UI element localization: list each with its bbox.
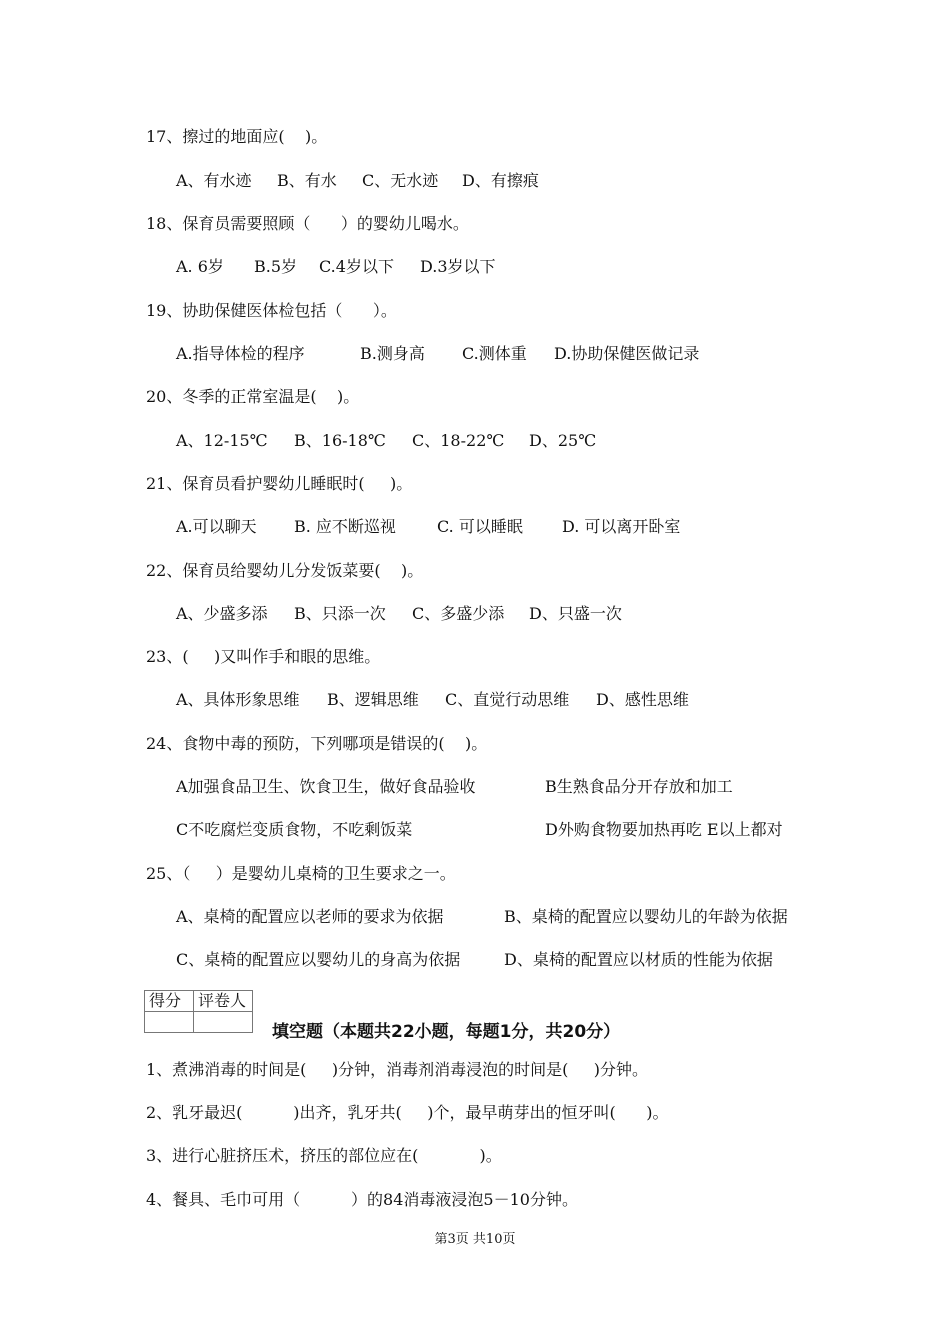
- question-19: 19、协助保健医体检包括（ ）。: [146, 301, 397, 320]
- q21-option-b: B. 应不断巡视: [294, 517, 396, 536]
- q24-option-a: A加强食品卫生、饮食卫生，做好食品验收: [176, 777, 476, 796]
- q25-option-c: C、桌椅的配置应以婴幼儿的身高为依据: [176, 950, 461, 969]
- q20-option-d: D、25℃: [529, 431, 597, 450]
- q24-option-b: B生熟食品分开存放和加工: [545, 777, 733, 796]
- q22-option-c: C、多盛少添: [412, 604, 505, 623]
- q21-option-d: D. 可以离开卧室: [562, 517, 681, 536]
- q17-option-d: D、有擦痕: [462, 171, 539, 190]
- q25-option-b: B、桌椅的配置应以婴幼儿的年龄为依据: [504, 907, 788, 926]
- q17-option-a: A、有水迹: [176, 171, 252, 190]
- q25-option-a: A、桌椅的配置应以老师的要求为依据: [176, 907, 444, 926]
- q18-option-c: C.4岁以下: [319, 257, 394, 276]
- question-18: 18、保育员需要照顾（ ）的婴幼儿喝水。: [146, 214, 469, 233]
- q23-option-a: A、具体形象思维: [176, 690, 300, 709]
- fill-blank-1: 1、煮沸消毒的时间是( )分钟，消毒剂消毒浸泡的时间是( )分钟。: [146, 1060, 649, 1079]
- question-20: 20、冬季的正常室温是( )。: [146, 387, 360, 406]
- q22-option-b: B、只添一次: [294, 604, 386, 623]
- q19-option-c: C.测体重: [462, 344, 527, 363]
- q20-option-a: A、12-15℃: [176, 431, 268, 450]
- q24-option-c: C不吃腐烂变质食物，不吃剩饭菜: [176, 820, 413, 839]
- q25-option-d: D、桌椅的配置应以材质的性能为依据: [504, 950, 773, 969]
- q19-option-b: B.测身高: [360, 344, 425, 363]
- q21-option-a: A.可以聊天: [176, 517, 257, 536]
- q17-option-c: C、无水迹: [362, 171, 439, 190]
- q18-option-a: A. 6岁: [176, 257, 224, 276]
- question-23: 23、( )又叫作手和眼的思维。: [146, 647, 381, 666]
- question-21: 21、保育员看护婴幼儿睡眠时( )。: [146, 474, 413, 493]
- score-box: [144, 990, 253, 1033]
- fill-blank-2: 2、乳牙最迟( )出齐，乳牙共( )个，最早萌芽出的恒牙叫( )。: [146, 1103, 669, 1122]
- q17-option-b: B、有水: [277, 171, 337, 190]
- q23-option-c: C、直觉行动思维: [445, 690, 570, 709]
- question-25: 25、（ ）是婴幼儿桌椅的卫生要求之一。: [146, 864, 456, 883]
- grader-label: 评卷人: [194, 991, 253, 1012]
- question-24: 24、食物中毒的预防，下列哪项是错误的( )。: [146, 734, 488, 753]
- q22-option-a: A、少盛多添: [176, 604, 268, 623]
- q23-option-d: D、感性思维: [596, 690, 689, 709]
- fill-blank-4: 4、餐具、毛巾可用（ ）的84消毒液浸泡5－10分钟。: [146, 1190, 578, 1209]
- q18-option-d: D.3岁以下: [420, 257, 496, 276]
- q24-option-d: D外购食物要加热再吃 E以上都对: [545, 820, 783, 839]
- page-footer: 第3页 共10页: [434, 1232, 516, 1247]
- q20-option-c: C、18-22℃: [412, 431, 505, 450]
- score-label: 得分: [145, 991, 194, 1012]
- q18-option-b: B.5岁: [254, 257, 298, 276]
- section-title: 填空题（本题共22小题，每题1分，共20分）: [272, 1022, 621, 1042]
- question-17: 17、擦过的地面应( )。: [146, 127, 328, 146]
- q20-option-b: B、16-18℃: [294, 431, 386, 450]
- question-22: 22、保育员给婴幼儿分发饭菜要( )。: [146, 561, 424, 580]
- q19-option-a: A.指导体检的程序: [176, 344, 305, 363]
- score-cell[interactable]: [145, 1012, 194, 1033]
- grader-cell[interactable]: [194, 1012, 253, 1033]
- q22-option-d: D、只盛一次: [529, 604, 622, 623]
- fill-blank-3: 3、进行心脏挤压术，挤压的部位应在( )。: [146, 1146, 502, 1165]
- q21-option-c: C. 可以睡眠: [437, 517, 523, 536]
- q19-option-d: D.协助保健医做记录: [554, 344, 700, 363]
- q23-option-b: B、逻辑思维: [327, 690, 419, 709]
